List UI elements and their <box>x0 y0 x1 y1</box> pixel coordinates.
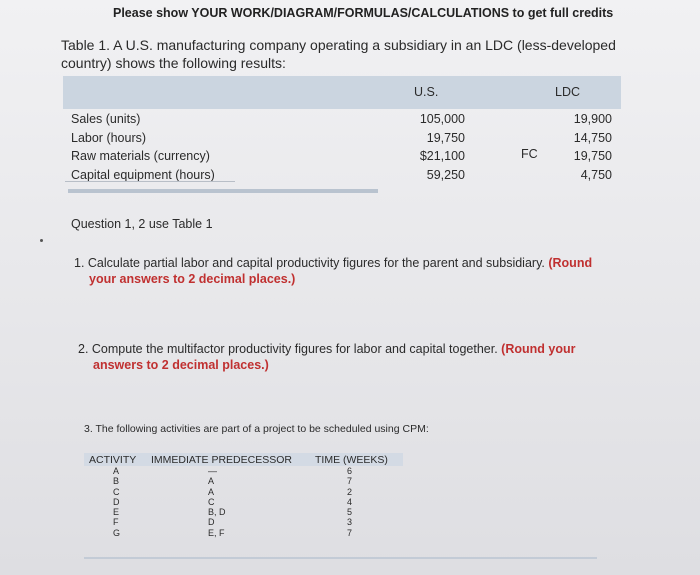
cpm-predecessor-column <box>208 466 226 538</box>
table1-us-cell: 105,000 <box>419 112 465 126</box>
question-1 <box>74 255 592 287</box>
cpm-time-cell: 6 <box>347 466 353 476</box>
cpm-col-time: TIME (WEEKS) <box>315 454 388 466</box>
question-2-text: 2. Compute the multifactor productivity figures for labor and capital together. <box>78 342 498 356</box>
cpm-time-cell: 3 <box>347 517 353 528</box>
cpm-predecessor-cell: D <box>208 517 215 528</box>
cpm-predecessor-cell: E, F <box>208 527 225 538</box>
question-1-rounding: (Round <box>548 256 593 270</box>
table1-ldc-values <box>552 110 612 184</box>
table1-col-ldc: LDC <box>555 85 581 99</box>
cpm-time-cell: 7 <box>347 527 353 538</box>
cpm-activity-cell: G <box>113 527 121 538</box>
table1-us-cell: 19,750 <box>426 130 465 145</box>
cpm-activity-cell: B <box>113 476 120 487</box>
cpm-col-activity: ACTIVITY <box>89 454 137 466</box>
cpm-predecessor-cell: — <box>208 466 217 476</box>
table1-row-label: Raw materials (currency) <box>71 149 210 163</box>
cpm-predecessor-cell: B, D <box>208 507 226 518</box>
cpm-activity-cell: A <box>113 466 120 476</box>
table1-row-label: Capital equipment (hours) <box>71 167 215 182</box>
cpm-activity-cell: F <box>113 517 119 528</box>
question-1-text: 1. Calculate partial labor and capital productivity figures for the parent and subsidiary. <box>74 256 545 270</box>
cpm-activity-cell: C <box>113 486 120 497</box>
cpm-time-cell: 4 <box>347 496 353 507</box>
question-2-rounding: (Round your <box>501 342 576 356</box>
question-1-rounding-cont: your answers to 2 decimal places.) <box>89 272 296 286</box>
table1-title <box>61 36 616 72</box>
cpm-predecessor-cell: A <box>208 486 215 497</box>
question-2-rounding-cont: answers to 2 decimal places.) <box>93 358 269 372</box>
table1-fc-label: FC <box>521 147 538 161</box>
page-heading: Please show YOUR WORK/DIAGRAM/FORMULAS/CALCULATIONS to get full credits <box>113 6 614 20</box>
cpm-predecessor-cell: C <box>208 496 215 507</box>
question-note: Question 1, 2 use Table 1 <box>71 217 213 231</box>
table1-row-divider <box>65 181 235 182</box>
table1-header-band <box>63 76 621 109</box>
margin-dot <box>40 239 43 242</box>
cpm-time-column <box>347 466 352 538</box>
table1-col-us: U.S. <box>414 85 439 99</box>
table1-bottom-rule <box>68 189 378 193</box>
cpm-predecessor-cell: A <box>208 476 215 487</box>
table1-ldc-cell: 19,900 <box>573 112 612 126</box>
question-3-text: 3. The following activities are part of a project to be scheduled using CPM: <box>84 423 429 435</box>
table1-us-values <box>408 110 465 184</box>
cpm-table-bottom-rule <box>84 557 597 559</box>
cpm-col-predecessor: IMMEDIATE PREDECESSOR <box>151 454 292 466</box>
question-2 <box>78 341 575 373</box>
table1-ldc-cell: 14,750 <box>573 130 612 145</box>
table1-title-line2: country) shows the following results: <box>61 55 286 71</box>
table1-ldc-cell: 19,750 <box>573 149 612 163</box>
cpm-time-cell: 5 <box>347 507 353 518</box>
table1-ldc-cell: 4,750 <box>580 167 612 182</box>
cpm-activity-column <box>113 466 120 538</box>
table1-row-label: Sales (units) <box>71 112 141 126</box>
table1-row-labels <box>71 110 215 184</box>
cpm-activity-cell: D <box>113 496 120 507</box>
cpm-time-cell: 7 <box>347 476 353 487</box>
cpm-activity-cell: E <box>113 507 120 518</box>
table1-us-cell: 59,250 <box>426 167 465 182</box>
table1-title-line1: Table 1. A U.S. manufacturing company operating a subsidiary in an LDC (less-developed <box>61 37 616 53</box>
cpm-time-cell: 2 <box>347 486 353 497</box>
table1-us-cell: $21,100 <box>419 149 465 163</box>
table1-row-label: Labor (hours) <box>71 130 147 145</box>
